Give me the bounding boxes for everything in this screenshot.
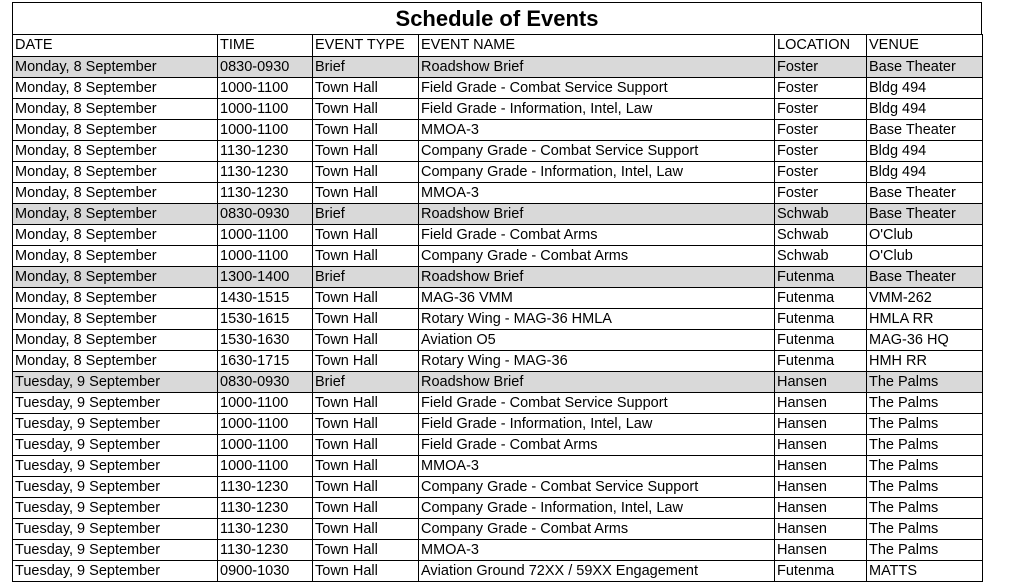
cell-time[interactable]: 1000-1100 <box>218 456 313 477</box>
cell-venue[interactable]: Base Theater <box>867 267 983 288</box>
cell-venue[interactable]: The Palms <box>867 477 983 498</box>
cell-venue[interactable]: MATTS <box>867 561 983 582</box>
cell-date[interactable]: Monday, 8 September <box>13 78 218 99</box>
cell-event-name[interactable]: Company Grade - Information, Intel, Law <box>419 498 775 519</box>
cell-time[interactable]: 0830-0930 <box>218 204 313 225</box>
column-header-time[interactable]: TIME <box>218 35 313 57</box>
cell-event-type[interactable]: Town Hall <box>313 393 419 414</box>
cell-date[interactable]: Monday, 8 September <box>13 267 218 288</box>
table-row <box>13 477 983 498</box>
cell-time[interactable]: 1000-1100 <box>218 246 313 267</box>
cell-event-name[interactable]: Company Grade - Combat Service Support <box>419 477 775 498</box>
table-row <box>13 78 983 99</box>
cell-date[interactable]: Monday, 8 September <box>13 309 218 330</box>
table-row <box>13 183 983 204</box>
cell-event-name[interactable]: Company Grade - Combat Service Support <box>419 141 775 162</box>
cell-event-name[interactable]: Field Grade - Combat Arms <box>419 435 775 456</box>
cell-location[interactable]: Foster <box>775 57 867 78</box>
header-row <box>13 35 983 57</box>
cell-date[interactable]: Tuesday, 9 September <box>13 519 218 540</box>
cell-event-type[interactable]: Town Hall <box>313 435 419 456</box>
cell-date[interactable]: Tuesday, 9 September <box>13 540 218 561</box>
cell-event-type[interactable]: Town Hall <box>313 414 419 435</box>
cell-event-type[interactable]: Town Hall <box>313 288 419 309</box>
table-row <box>13 393 983 414</box>
cell-event-name[interactable]: Company Grade - Combat Arms <box>419 519 775 540</box>
cell-venue[interactable]: MAG-36 HQ <box>867 330 983 351</box>
cell-location[interactable]: Hansen <box>775 519 867 540</box>
cell-date[interactable]: Monday, 8 September <box>13 288 218 309</box>
cell-venue[interactable]: O'Club <box>867 246 983 267</box>
cell-event-type[interactable]: Town Hall <box>313 309 419 330</box>
cell-event-type[interactable]: Town Hall <box>313 162 419 183</box>
table-row <box>13 498 983 519</box>
cell-event-type[interactable]: Brief <box>313 267 419 288</box>
cell-event-name[interactable]: Field Grade - Information, Intel, Law <box>419 414 775 435</box>
cell-time[interactable]: 1130-1230 <box>218 477 313 498</box>
cell-location[interactable]: Futenma <box>775 561 867 582</box>
table-row <box>13 351 983 372</box>
cell-date[interactable]: Tuesday, 9 September <box>13 372 218 393</box>
cell-time[interactable]: 1000-1100 <box>218 78 313 99</box>
cell-event-name[interactable]: Roadshow Brief <box>419 372 775 393</box>
column-header-location[interactable]: LOCATION <box>775 35 867 57</box>
cell-time[interactable]: 1000-1100 <box>218 435 313 456</box>
cell-time[interactable]: 1430-1515 <box>218 288 313 309</box>
cell-time[interactable]: 1000-1100 <box>218 414 313 435</box>
cell-time[interactable]: 1530-1630 <box>218 330 313 351</box>
cell-date[interactable]: Monday, 8 September <box>13 246 218 267</box>
cell-event-type[interactable]: Town Hall <box>313 561 419 582</box>
cell-time[interactable]: 1130-1230 <box>218 540 313 561</box>
cell-time[interactable]: 1300-1400 <box>218 267 313 288</box>
table-row <box>13 414 983 435</box>
table-body <box>13 57 983 582</box>
cell-event-name[interactable]: Roadshow Brief <box>419 267 775 288</box>
table-row <box>13 288 983 309</box>
cell-venue[interactable]: The Palms <box>867 435 983 456</box>
table-row <box>13 225 983 246</box>
cell-time[interactable]: 1130-1230 <box>218 498 313 519</box>
cell-event-type[interactable]: Town Hall <box>313 183 419 204</box>
cell-time[interactable]: 0830-0930 <box>218 372 313 393</box>
cell-event-name[interactable]: Aviation O5 <box>419 330 775 351</box>
cell-event-name[interactable]: Field Grade - Combat Service Support <box>419 78 775 99</box>
schedule-sheet <box>12 2 982 582</box>
table-row <box>13 141 983 162</box>
cell-venue[interactable]: The Palms <box>867 393 983 414</box>
column-header-event-name[interactable]: EVENT NAME <box>419 35 775 57</box>
cell-location[interactable]: Hansen <box>775 477 867 498</box>
cell-event-name[interactable]: Roadshow Brief <box>419 204 775 225</box>
cell-event-type[interactable]: Town Hall <box>313 78 419 99</box>
cell-date[interactable]: Tuesday, 9 September <box>13 498 218 519</box>
cell-time[interactable]: 1130-1230 <box>218 141 313 162</box>
column-header-date[interactable]: DATE <box>13 35 218 57</box>
cell-venue[interactable]: The Palms <box>867 456 983 477</box>
cell-date[interactable]: Monday, 8 September <box>13 141 218 162</box>
cell-event-type[interactable]: Town Hall <box>313 519 419 540</box>
cell-event-type[interactable]: Brief <box>313 204 419 225</box>
cell-event-type[interactable]: Town Hall <box>313 498 419 519</box>
cell-venue[interactable]: Base Theater <box>867 183 983 204</box>
cell-event-name[interactable]: Company Grade - Information, Intel, Law <box>419 162 775 183</box>
cell-location[interactable]: Futenma <box>775 351 867 372</box>
cell-venue[interactable]: Bldg 494 <box>867 99 983 120</box>
cell-event-type[interactable]: Brief <box>313 57 419 78</box>
cell-venue[interactable]: Bldg 494 <box>867 141 983 162</box>
cell-event-name[interactable]: MMOA-3 <box>419 183 775 204</box>
cell-date[interactable]: Monday, 8 September <box>13 330 218 351</box>
cell-date[interactable]: Tuesday, 9 September <box>13 561 218 582</box>
cell-event-name[interactable]: Field Grade - Combat Arms <box>419 225 775 246</box>
table-row <box>13 330 983 351</box>
cell-date[interactable]: Monday, 8 September <box>13 351 218 372</box>
table-row <box>13 162 983 183</box>
cell-event-name[interactable]: MMOA-3 <box>419 540 775 561</box>
cell-event-type[interactable]: Town Hall <box>313 225 419 246</box>
column-header-event-type[interactable]: EVENT TYPE <box>313 35 419 57</box>
cell-event-name[interactable]: Field Grade - Information, Intel, Law <box>419 99 775 120</box>
cell-event-type[interactable]: Brief <box>313 372 419 393</box>
cell-location[interactable]: Hansen <box>775 540 867 561</box>
cell-venue[interactable]: Base Theater <box>867 120 983 141</box>
table-row <box>13 120 983 141</box>
cell-location[interactable]: Foster <box>775 99 867 120</box>
cell-event-type[interactable]: Town Hall <box>313 540 419 561</box>
schedule-table <box>12 34 983 582</box>
table-row <box>13 99 983 120</box>
cell-date[interactable]: Tuesday, 9 September <box>13 393 218 414</box>
cell-time[interactable]: 1130-1230 <box>218 162 313 183</box>
cell-venue[interactable]: The Palms <box>867 498 983 519</box>
cell-time[interactable]: 1130-1230 <box>218 519 313 540</box>
cell-event-name[interactable]: Company Grade - Combat Arms <box>419 246 775 267</box>
cell-event-type[interactable]: Town Hall <box>313 246 419 267</box>
cell-location[interactable]: Foster <box>775 162 867 183</box>
cell-date[interactable]: Monday, 8 September <box>13 204 218 225</box>
table-row <box>13 57 983 78</box>
cell-date[interactable]: Tuesday, 9 September <box>13 456 218 477</box>
table-row <box>13 246 983 267</box>
cell-location[interactable]: Foster <box>775 120 867 141</box>
cell-date[interactable]: Monday, 8 September <box>13 99 218 120</box>
cell-event-name[interactable]: Rotary Wing - MAG-36 <box>419 351 775 372</box>
cell-date[interactable]: Monday, 8 September <box>13 225 218 246</box>
cell-date[interactable]: Monday, 8 September <box>13 120 218 141</box>
table-row <box>13 435 983 456</box>
cell-venue[interactable]: O'Club <box>867 225 983 246</box>
cell-date[interactable]: Tuesday, 9 September <box>13 477 218 498</box>
cell-time[interactable]: 1000-1100 <box>218 225 313 246</box>
cell-event-type[interactable]: Town Hall <box>313 330 419 351</box>
cell-event-type[interactable]: Town Hall <box>313 351 419 372</box>
cell-event-name[interactable]: MMOA-3 <box>419 120 775 141</box>
cell-time[interactable]: 1000-1100 <box>218 99 313 120</box>
cell-event-name[interactable]: Aviation Ground 72XX / 59XX Engagement <box>419 561 775 582</box>
cell-time[interactable]: 1000-1100 <box>218 120 313 141</box>
cell-event-type[interactable]: Town Hall <box>313 456 419 477</box>
cell-time[interactable]: 0830-0930 <box>218 57 313 78</box>
cell-date[interactable]: Monday, 8 September <box>13 57 218 78</box>
page-title: Schedule of Events <box>12 2 982 34</box>
cell-venue[interactable]: The Palms <box>867 414 983 435</box>
table-row <box>13 267 983 288</box>
cell-location[interactable]: Hansen <box>775 372 867 393</box>
cell-location[interactable]: Schwab <box>775 204 867 225</box>
cell-event-name[interactable]: Rotary Wing - MAG-36 HMLA <box>419 309 775 330</box>
cell-venue[interactable]: Base Theater <box>867 204 983 225</box>
cell-date[interactable]: Monday, 8 September <box>13 183 218 204</box>
table-row <box>13 204 983 225</box>
cell-location[interactable]: Futenma <box>775 267 867 288</box>
cell-venue[interactable]: VMM-262 <box>867 288 983 309</box>
cell-venue[interactable]: The Palms <box>867 519 983 540</box>
cell-time[interactable]: 0900-1030 <box>218 561 313 582</box>
cell-location[interactable]: Schwab <box>775 225 867 246</box>
table-row <box>13 309 983 330</box>
cell-event-type[interactable]: Town Hall <box>313 120 419 141</box>
cell-venue[interactable]: HMLA RR <box>867 309 983 330</box>
cell-location[interactable]: Schwab <box>775 246 867 267</box>
cell-venue[interactable]: HMH RR <box>867 351 983 372</box>
cell-location[interactable]: Hansen <box>775 414 867 435</box>
cell-time[interactable]: 1630-1715 <box>218 351 313 372</box>
cell-location[interactable]: Futenma <box>775 309 867 330</box>
table-row <box>13 372 983 393</box>
table-row <box>13 540 983 561</box>
cell-date[interactable]: Tuesday, 9 September <box>13 435 218 456</box>
cell-event-name[interactable]: Field Grade - Combat Service Support <box>419 393 775 414</box>
cell-time[interactable]: 1530-1615 <box>218 309 313 330</box>
cell-date[interactable]: Monday, 8 September <box>13 162 218 183</box>
cell-venue[interactable]: Base Theater <box>867 57 983 78</box>
cell-location[interactable]: Hansen <box>775 435 867 456</box>
table-row <box>13 456 983 477</box>
column-header-venue[interactable]: VENUE <box>867 35 983 57</box>
cell-location[interactable]: Hansen <box>775 456 867 477</box>
cell-time[interactable]: 1000-1100 <box>218 393 313 414</box>
cell-location[interactable]: Futenma <box>775 330 867 351</box>
cell-event-type[interactable]: Town Hall <box>313 99 419 120</box>
table-row <box>13 519 983 540</box>
cell-event-name[interactable]: Roadshow Brief <box>419 57 775 78</box>
cell-event-type[interactable]: Town Hall <box>313 477 419 498</box>
cell-venue[interactable]: The Palms <box>867 372 983 393</box>
cell-venue[interactable]: Bldg 494 <box>867 162 983 183</box>
cell-event-type[interactable]: Town Hall <box>313 141 419 162</box>
cell-venue[interactable]: Bldg 494 <box>867 78 983 99</box>
cell-location[interactable]: Foster <box>775 141 867 162</box>
cell-time[interactable]: 1130-1230 <box>218 183 313 204</box>
cell-location[interactable]: Futenma <box>775 288 867 309</box>
cell-venue[interactable]: The Palms <box>867 540 983 561</box>
cell-location[interactable]: Foster <box>775 183 867 204</box>
cell-event-name[interactable]: MAG-36 VMM <box>419 288 775 309</box>
cell-event-name[interactable]: MMOA-3 <box>419 456 775 477</box>
table-row <box>13 561 983 582</box>
cell-date[interactable]: Tuesday, 9 September <box>13 414 218 435</box>
cell-location[interactable]: Foster <box>775 78 867 99</box>
cell-location[interactable]: Hansen <box>775 393 867 414</box>
cell-location[interactable]: Hansen <box>775 498 867 519</box>
